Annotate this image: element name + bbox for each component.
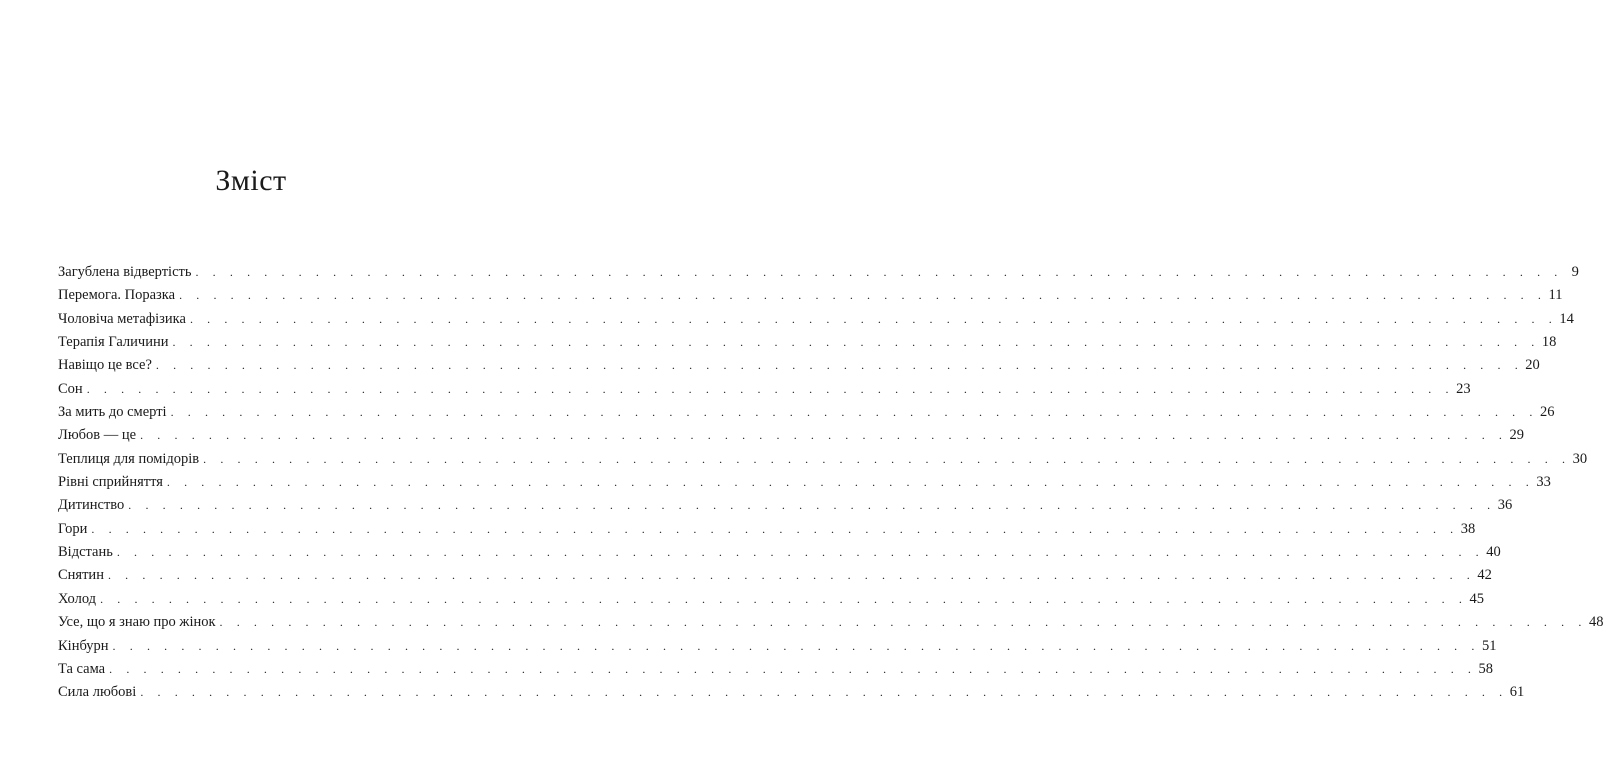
toc-entry-title: Холод <box>58 590 97 607</box>
dot-leader: . . . . . . . . . . . . . . . . . . . . . . . . . . . . . . . . . . . . . . . . . . . . . . . . . . . . . . . . . . . . . . . . . . . . . . . . . . . . . . . . <box>91 521 1459 536</box>
toc-entry-title: Снятин <box>58 567 104 584</box>
toc-page-number: 40 <box>1486 544 1501 561</box>
dot-leader: . . . . . . . . . . . . . . . . . . . . . . . . . . . . . . . . . . . . . . . . . . . . . . . . . . . . . . . . . . . . . . . . . . . . . . . . . . . . . . . . <box>195 265 1563 279</box>
toc-page-number: 26 <box>1539 404 1555 421</box>
toc-entry-title: За мить до смерті <box>58 404 167 421</box>
toc-entry <box>58 471 1551 494</box>
toc-page-number: 29 <box>1509 427 1524 444</box>
page-title: Зміст <box>215 164 287 197</box>
toc-entry-title: Терапія Галичини <box>58 334 169 351</box>
toc-page-number: 51 <box>1481 637 1497 654</box>
dot-leader: . . . . . . . . . . . . . . . . . . . . . . . . . . . . . . . . . . . . . . . . . . . . . . . . . . . . . . . . . . . . . . . . . . . . . . . . . . . . . . . . <box>100 591 1468 606</box>
toc-entry <box>58 518 1476 541</box>
toc-page-number: 23 <box>1456 380 1471 397</box>
table-of-contents <box>58 261 1603 705</box>
toc-entry <box>58 494 1513 517</box>
toc-entry-title: Усе, що я знаю про жінок <box>58 614 216 631</box>
dot-leader: . . . . . . . . . . . . . . . . . . . . . . . . . . . . . . . . . . . . . . . . . . . . . . . . . . . . . . . . . . . . . . . . . . . . . . . . . . . . . . . . <box>170 405 1538 420</box>
dot-leader: . . . . . . . . . . . . . . . . . . . . . . . . . . . . . . . . . . . . . . . . . . . . . . . . . . . . . . . . . . . . . . . . . . . . . . . . . . . . . . . . <box>140 685 1508 700</box>
toc-entry <box>58 448 1588 471</box>
toc-entry-title: Загублена відвертість <box>58 264 192 280</box>
toc-entry-title: Перемога. Поразка <box>58 287 176 304</box>
toc-entry <box>58 635 1497 658</box>
toc-entry <box>58 354 1540 377</box>
toc-page-number: 45 <box>1469 590 1484 607</box>
toc-entry-title: Любов — це <box>58 427 137 444</box>
toc-page-number: 33 <box>1536 474 1551 491</box>
toc-entry-title: Сила любові <box>58 684 137 701</box>
toc-page-number: 20 <box>1525 357 1540 374</box>
dot-leader: . . . . . . . . . . . . . . . . . . . . . . . . . . . . . . . . . . . . . . . . . . . . . . . . . . . . . . . . . . . . . . . . . . . . . . . . . . . . . . . . <box>107 568 1476 583</box>
dot-leader: . . . . . . . . . . . . . . . . . . . . . . . . . . . . . . . . . . . . . . . . . . . . . . . . . . . . . . . . . . . . . . . . . . . . . . . . . . . . . . . . <box>203 451 1571 466</box>
dot-leader: . . . . . . . . . . . . . . . . . . . . . . . . . . . . . . . . . . . . . . . . . . . . . . . . . . . . . . . . . . . . . . . . . . . . . . . . . . . . . . . . <box>86 381 1455 396</box>
toc-page-number: 58 <box>1478 660 1494 677</box>
dot-leader: . . . . . . . . . . . . . . . . . . . . . . . . . . . . . . . . . . . . . . . . . . . . . . . . . . . . . . . . . . . . . . . . . . . . . . . . . . . . . . . . <box>179 288 1547 303</box>
toc-entry <box>58 424 1524 447</box>
dot-leader: . . . . . . . . . . . . . . . . . . . . . . . . . . . . . . . . . . . . . . . . . . . . . . . . . . . . . . . . . . . . . . . . . . . . . . . . . . . . . . . . <box>219 615 1587 630</box>
toc-entry <box>58 588 1484 611</box>
toc-page-number: 42 <box>1477 567 1492 584</box>
dot-leader: . . . . . . . . . . . . . . . . . . . . . . . . . . . . . . . . . . . . . . . . . . . . . . . . . . . . . . . . . . . . . . . . . . . . . . . . . . . . . . . . <box>189 311 1558 326</box>
toc-entry-title: Чоловіча метафізика <box>58 310 186 327</box>
dot-leader: . . . . . . . . . . . . . . . . . . . . . . . . . . . . . . . . . . . . . . . . . . . . . . . . . . . . . . . . . . . . . . . . . . . . . . . . . . . . . . . . <box>116 545 1485 560</box>
toc-entry-title: Рівні сприйняття <box>58 474 163 491</box>
dot-leader: . . . . . . . . . . . . . . . . . . . . . . . . . . . . . . . . . . . . . . . . . . . . . . . . . . . . . . . . . . . . . . . . . . . . . . . . . . . . . . . . <box>112 638 1480 653</box>
dot-leader: . . . . . . . . . . . . . . . . . . . . . . . . . . . . . . . . . . . . . . . . . . . . . . . . . . . . . . . . . . . . . . . . . . . . . . . . . . . . . . . . <box>166 475 1535 490</box>
toc-page-number: 30 <box>1572 450 1588 467</box>
toc-page-number: 48 <box>1588 614 1603 631</box>
toc-entry <box>58 308 1574 331</box>
toc-entry <box>58 261 1579 284</box>
toc-entry <box>58 541 1501 564</box>
toc-entry <box>58 378 1471 401</box>
toc-entry-title: Та сама <box>58 660 106 677</box>
toc-entry <box>58 331 1557 354</box>
dot-leader: . . . . . . . . . . . . . . . . . . . . . . . . . . . . . . . . . . . . . . . . . . . . . . . . . . . . . . . . . . . . . . . . . . . . . . . . . . . . . . . . <box>155 358 1524 373</box>
toc-page-number: 38 <box>1460 520 1476 537</box>
toc-entry-title: Сон <box>58 380 83 397</box>
toc-entry-title: Теплиця для помідорів <box>58 450 200 467</box>
toc-entry <box>58 658 1494 681</box>
toc-entry <box>58 611 1603 634</box>
toc-entry-title: Гори <box>58 520 88 537</box>
toc-page-number: 36 <box>1497 497 1513 514</box>
toc-entry <box>58 564 1492 587</box>
toc-entry-title: Кінбурн <box>58 637 109 654</box>
toc-entry-title: Навіщо це все? <box>58 357 152 374</box>
dot-leader: . . . . . . . . . . . . . . . . . . . . . . . . . . . . . . . . . . . . . . . . . . . . . . . . . . . . . . . . . . . . . . . . . . . . . . . . . . . . . . . . <box>140 428 1508 443</box>
toc-page-number: 11 <box>1548 287 1563 304</box>
toc-entry <box>58 681 1525 704</box>
dot-leader: . . . . . . . . . . . . . . . . . . . . . . . . . . . . . . . . . . . . . . . . . . . . . . . . . . . . . . . . . . . . . . . . . . . . . . . . . . . . . . . . <box>172 335 1540 350</box>
toc-page-number: 18 <box>1541 334 1557 351</box>
toc-page-number: 14 <box>1559 310 1574 327</box>
toc-entry <box>58 284 1563 307</box>
toc-page-number: 9 <box>1571 264 1579 280</box>
toc-entry-title: Дитинство <box>58 497 125 514</box>
dot-leader: . . . . . . . . . . . . . . . . . . . . . . . . . . . . . . . . . . . . . . . . . . . . . . . . . . . . . . . . . . . . . . . . . . . . . . . . . . . . . . . . <box>109 661 1477 676</box>
dot-leader: . . . . . . . . . . . . . . . . . . . . . . . . . . . . . . . . . . . . . . . . . . . . . . . . . . . . . . . . . . . . . . . . . . . . . . . . . . . . . . . . <box>128 498 1496 513</box>
toc-page-number: 61 <box>1509 684 1525 701</box>
toc-entry <box>58 401 1555 424</box>
toc-entry-title: Відстань <box>58 544 113 561</box>
